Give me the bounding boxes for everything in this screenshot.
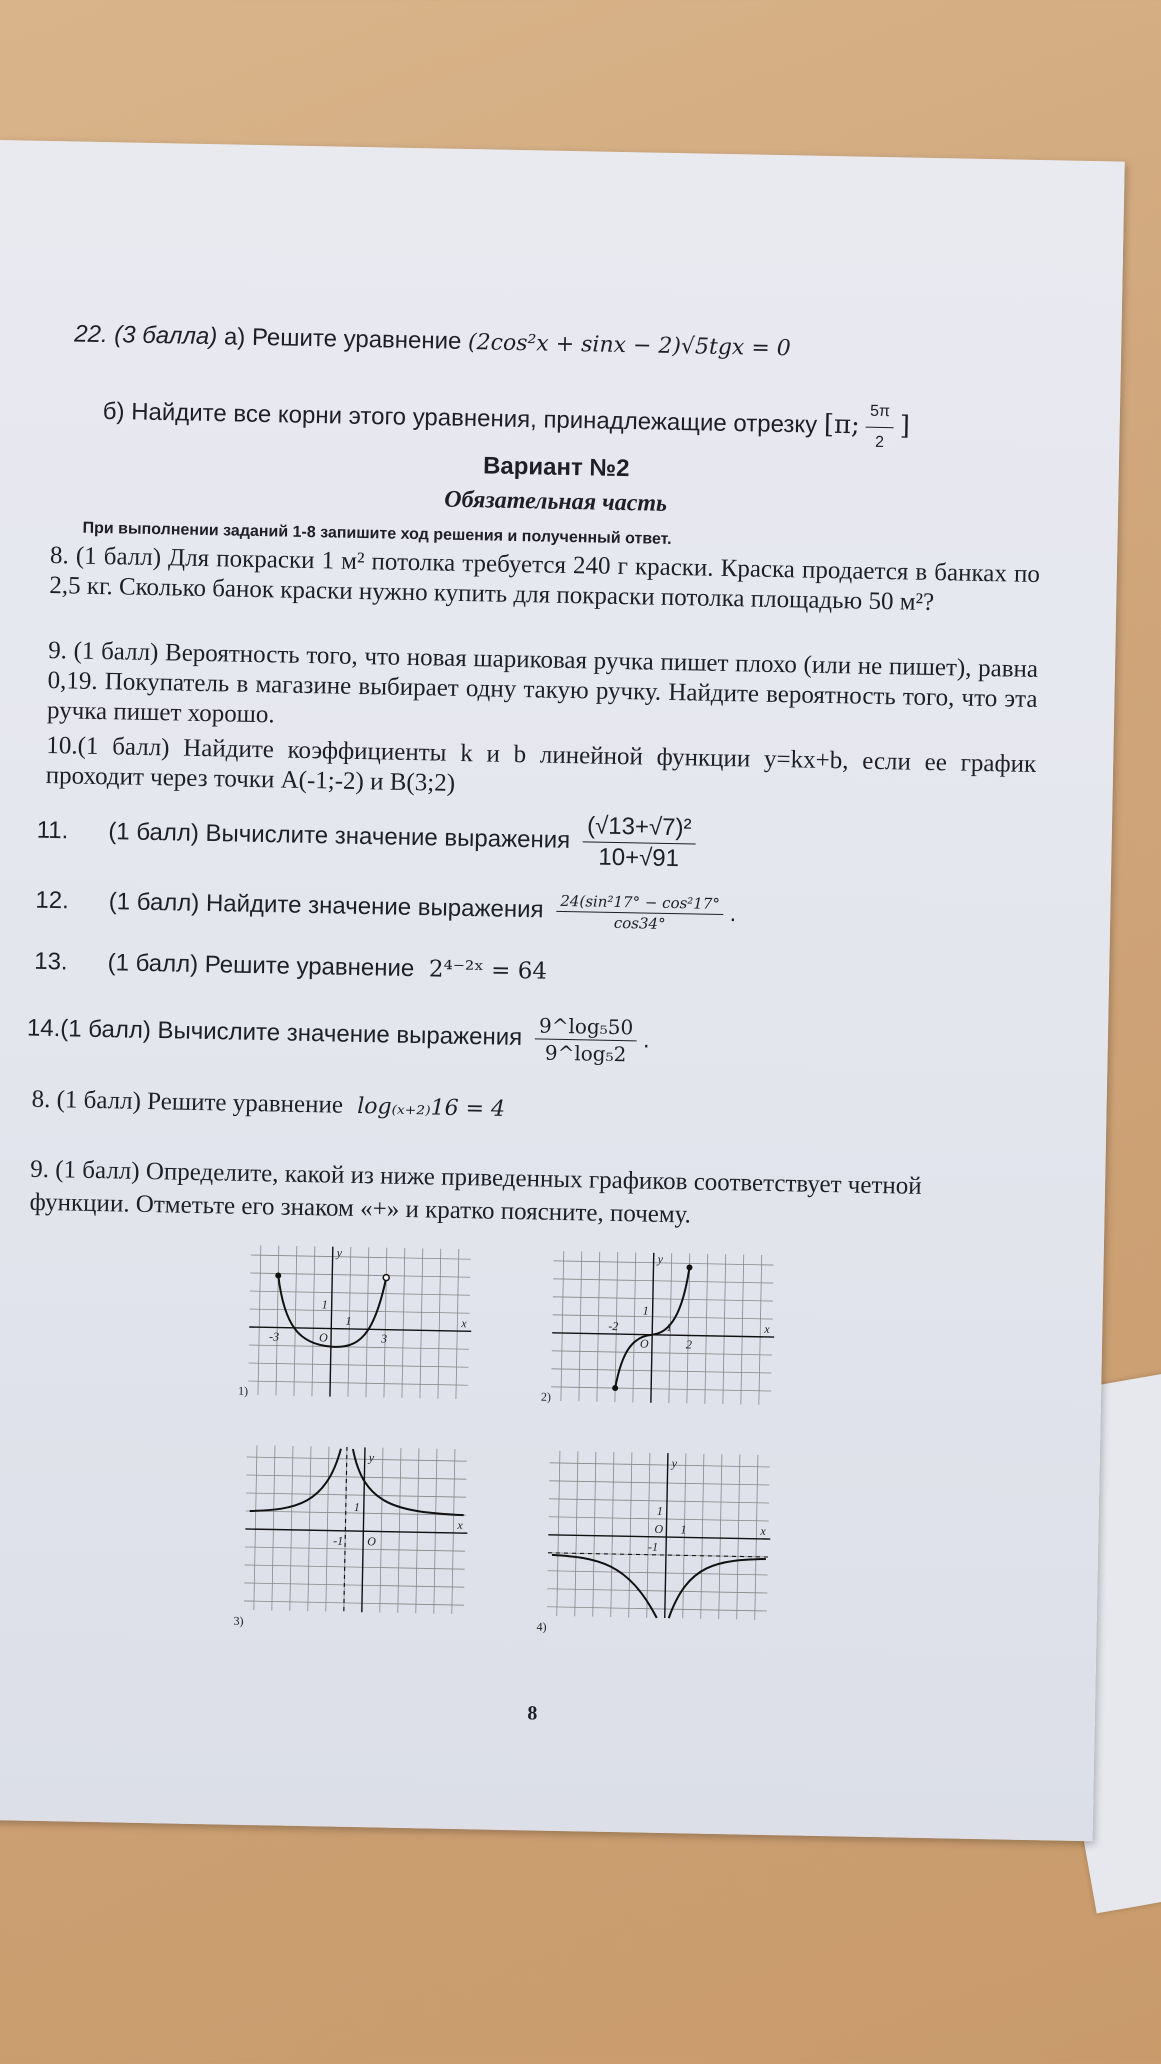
- graph-1-label: 1): [237, 1383, 249, 1398]
- graph-3[interactable]: [233, 1445, 482, 1635]
- graph-3-y-axis: [362, 1447, 365, 1612]
- task-11-num: (√13+√7)²: [583, 811, 696, 844]
- graph-4-origin: O: [654, 1521, 664, 1536]
- graph-3-x-axis: [245, 1529, 467, 1533]
- graph-2-y-axis: [651, 1253, 654, 1403]
- graph-1-end-point: [383, 1275, 389, 1281]
- graph-3-tick-m1: -1: [333, 1533, 344, 1548]
- task-9: 9. (1 балл) Вероятность того, что новая шариковая ручка пишет плохо (или не пишет), равна 0,19. Покупатель в магазине выбирает одну такую ручку. Найдите вероятность того, что эта ручка пишет хорошо.: [46, 637, 1039, 729]
- task-8b-equation: log₍ₓ₊₂₎16 = 4: [356, 1094, 506, 1122]
- task-12-den: cos34°: [613, 913, 666, 933]
- task-8b: [31, 1085, 505, 1125]
- task-13: [34, 947, 547, 987]
- task-22-part-a-label: а) Решите уравнение: [217, 323, 469, 356]
- graph-1-y-label: y: [336, 1245, 343, 1260]
- graph-4-y-axis: [665, 1453, 668, 1618]
- task-9b: 9. (1 балл) Определите, какой из ниже приведенных графиков соответствует четной функции. Отметьте его знаком «+» и кратко поясните, почему.: [29, 1155, 922, 1229]
- task-8: 8. (1 балл) Для покраски 1 м² потолка требуется 240 г краски. Краска продается в банках по 2,5 кг. Сколько банок краски нужно купить для покраски потолка площадью 50 м²?: [49, 542, 1041, 617]
- graph-2-label: 2): [540, 1389, 552, 1404]
- graph-1-tick-y1: 1: [321, 1297, 328, 1312]
- task-22-equation: (2cos²x + sinx − 2)√5tgx = 0: [467, 330, 791, 362]
- task-14: [26, 1003, 650, 1068]
- graph-2-tick-y1: 1: [642, 1303, 649, 1318]
- graph-2-y-label: y: [657, 1251, 664, 1266]
- graph-2-origin: O: [639, 1336, 649, 1351]
- graph-3-label: 3): [233, 1613, 244, 1628]
- task-14-den: 9^log₅2: [544, 1040, 627, 1067]
- task-11-fraction: [582, 811, 696, 874]
- graph-1-origin: O: [318, 1330, 328, 1345]
- graph-2-end-point: [686, 1264, 692, 1270]
- task-13-equation: 2⁴⁻²ˣ = 64: [428, 956, 548, 985]
- graph-2-tick-2: 2: [685, 1337, 693, 1352]
- graph-3-x-label: x: [457, 1518, 463, 1533]
- variant-subtitle: Обязательная часть: [444, 486, 668, 517]
- graph-1-tick-1: 1: [345, 1313, 352, 1328]
- graph-2-start-point: [612, 1385, 618, 1391]
- graph-3-origin: O: [367, 1534, 376, 1549]
- task-12-label: 12. (1 балл) Найдите значение выражения: [35, 886, 544, 924]
- graph-4-tick-ym1: -1: [647, 1539, 659, 1554]
- task-22-prefix: 22. (3 балла): [74, 320, 218, 351]
- task-13-label: 13. (1 балл) Решите уравнение: [33, 947, 415, 983]
- graph-1-tick-3: 3: [380, 1331, 388, 1346]
- task-12-num: 24(sin²17° − cos²17°: [556, 891, 724, 915]
- task-12-tail: .: [729, 899, 737, 928]
- task-22-part-a: [74, 319, 791, 364]
- task-22-part-b-text: б) Найдите все корни этого уравнения, принадлежащие отрезку: [102, 397, 818, 439]
- graph-2-tick-m2: -2: [608, 1318, 619, 1334]
- task-10: 10.(1 балл) Найдите коэффициенты k и b линейной функции y=kx+b, если ее график проходит через точки A(-1;-2) и B(3;2): [45, 732, 1037, 797]
- task-14-num: 9^log₅50: [535, 1012, 638, 1041]
- interval-right: ]: [899, 411, 911, 442]
- graph-1-x-label: x: [461, 1316, 467, 1331]
- graph-4-y-label: y: [671, 1456, 678, 1471]
- document-page: [0, 140, 1125, 1841]
- task-11: [36, 801, 702, 875]
- graph-3-y-label: y: [368, 1450, 375, 1465]
- page-number: 8: [527, 1702, 538, 1725]
- graph-4-tick-1: 1: [680, 1522, 687, 1537]
- interval-num: 5π: [866, 397, 895, 429]
- graph-4-x-label: x: [760, 1523, 766, 1538]
- graph-2-x-label: x: [764, 1321, 770, 1336]
- graph-2-x-axis: [552, 1333, 774, 1337]
- graph-1-y-axis: [330, 1247, 333, 1397]
- variant-title: Вариант №2: [482, 452, 630, 483]
- task-14-label: 14.(1 балл) Вычислите значение выражения: [26, 1014, 523, 1052]
- task-11-label: 11. (1 балл) Вычислите значение выражения: [36, 816, 571, 854]
- graph-2-tick-1: 1: [666, 1320, 673, 1335]
- graph-4-label: 4): [536, 1619, 547, 1634]
- variant-instruction: При выполнении заданий 1-8 запишите ход решения и полученный ответ.: [82, 519, 672, 548]
- interval-fraction: [865, 397, 894, 459]
- interval-den: 2: [874, 433, 885, 452]
- graph-2[interactable]: [541, 1251, 789, 1416]
- graph-3-tick-y1: 1: [353, 1500, 360, 1515]
- interval-left: [π;: [823, 409, 861, 441]
- graph-4-tick-y1: 1: [656, 1503, 663, 1518]
- task-14-tail: .: [642, 1026, 650, 1054]
- graph-1[interactable]: [238, 1245, 486, 1410]
- task-12-fraction: [556, 891, 724, 935]
- task-11-den: 10+√91: [598, 843, 680, 873]
- graph-4[interactable]: [536, 1451, 785, 1641]
- task-12: [35, 881, 737, 935]
- task-14-fraction: [534, 1012, 637, 1067]
- graph-1-x-axis: [249, 1327, 471, 1331]
- task-8b-label: 8. (1 балл) Решите уравнение: [31, 1085, 344, 1119]
- graph-1-tick-m3: -3: [268, 1329, 280, 1344]
